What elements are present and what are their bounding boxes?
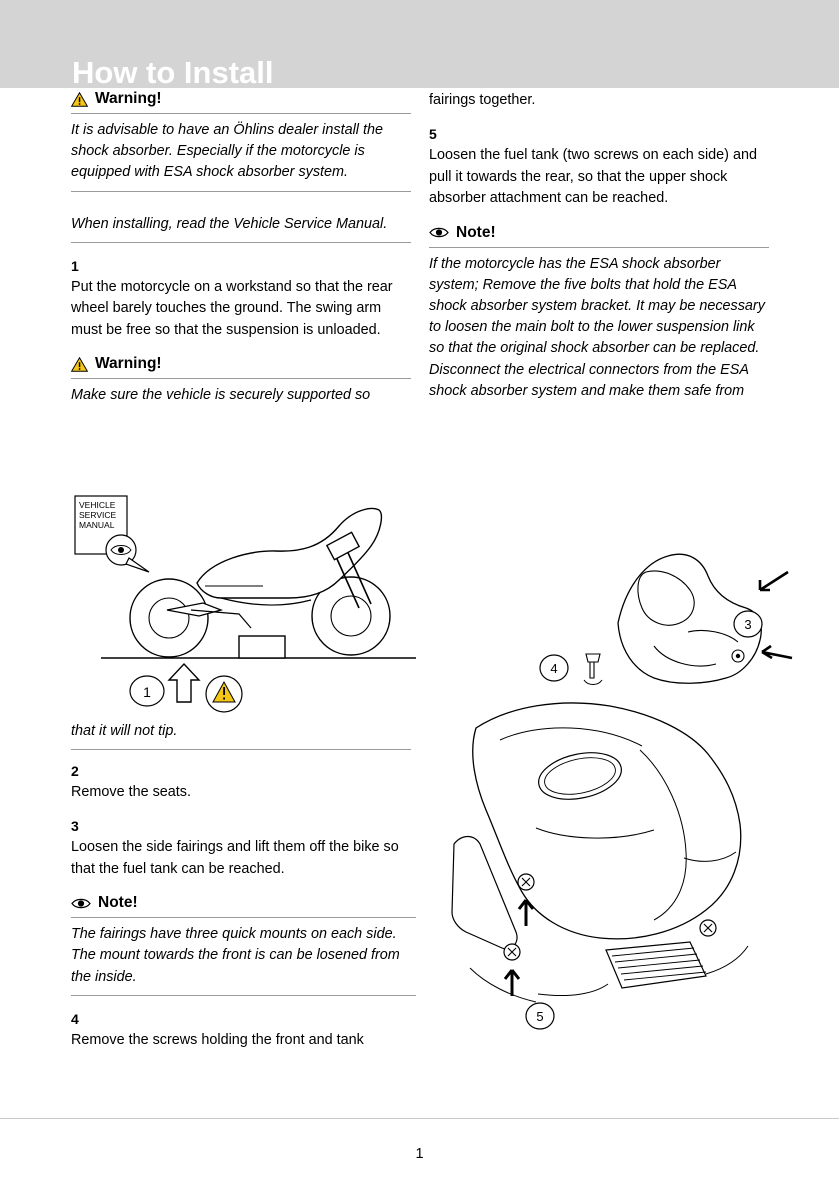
eye-icon xyxy=(71,897,91,910)
step-text-5: Loosen the fuel tank (two screws on each side) and pull it towards the rear, so that the upper shock absorber attachment can be reached. xyxy=(429,147,757,207)
left-column-continued xyxy=(71,748,416,1051)
vehicle-service-manual-note: When installing, read the Vehicle Service Manual. xyxy=(71,206,411,243)
svg-text:4: 4 xyxy=(550,661,558,676)
note-heading-2 xyxy=(429,224,769,248)
warning-body-2: Make sure the vehicle is securely supported so xyxy=(71,387,371,404)
figure-caption-bike: that it will not tip. xyxy=(71,721,411,750)
note-label-1: Note! xyxy=(98,894,138,912)
step-text-3: Loosen the side fairings and lift them off the bike so that the fuel tank can be reached. xyxy=(71,839,399,877)
left-column xyxy=(71,88,411,413)
footer-divider xyxy=(0,1118,839,1119)
warning-body-1: It is advisable to have an Öhlins dealer install the shock absorber. Especially if the motorcycle is equipped with ESA shock absorber system. xyxy=(71,114,411,192)
fuel-tank-fairing-illustration xyxy=(440,528,810,1058)
eye-icon xyxy=(429,226,449,239)
step-text-2: Remove the seats. xyxy=(71,784,191,800)
right-column xyxy=(429,88,769,409)
note-heading-1 xyxy=(71,894,416,918)
step-text-1: Put the motorcycle on a workstand so that the rear wheel barely touches the ground. The swing arm must be free so that the suspension is unloaded. xyxy=(71,278,393,338)
svg-text:MANUAL: MANUAL xyxy=(79,520,115,530)
svg-text:1: 1 xyxy=(143,684,151,700)
note-body-1: The fairings have three quick mounts on each side. The mount towards the front is can be losened from the inside. xyxy=(71,918,416,996)
step-number-4: 4 xyxy=(71,1010,79,1027)
note-label-2: Note! xyxy=(456,223,496,241)
step-number-3: 3 xyxy=(71,818,79,835)
page-number: 1 xyxy=(415,1146,424,1162)
note-body-2: If the motorcycle has the ESA shock absorber system; Remove the five bolts that hold the ESA shock absorber system bracket. It may be necessary to loosen the main bolt to the lower suspension link so that the original shock absorber can be replaced. Disconnect the electrical connectors from the ESA shock absorber system and make them safe from xyxy=(429,255,765,399)
step-number-1: 1 xyxy=(71,257,79,274)
warning-heading-1 xyxy=(71,90,411,114)
warning-heading-2 xyxy=(71,355,411,379)
step-text-4: Remove the screws holding the front and tank xyxy=(71,1031,364,1048)
step-number-5: 5 xyxy=(429,126,437,143)
warning-label-2: Warning! xyxy=(95,355,162,373)
continuation-text: fairings together. xyxy=(429,92,536,108)
warning-label-1: Warning! xyxy=(95,90,162,107)
warning-triangle-icon xyxy=(71,92,88,107)
step-number-2: 2 xyxy=(71,763,79,779)
page-content xyxy=(0,88,839,1098)
svg-text:5: 5 xyxy=(536,1009,544,1024)
motorcycle-on-workstand-illustration xyxy=(71,488,421,723)
svg-text:SERVICE: SERVICE xyxy=(79,510,117,520)
svg-text:VEHICLE: VEHICLE xyxy=(79,500,116,510)
svg-text:3: 3 xyxy=(744,617,752,632)
warning-triangle-icon xyxy=(71,357,88,372)
page-title: How to Install xyxy=(72,55,274,90)
